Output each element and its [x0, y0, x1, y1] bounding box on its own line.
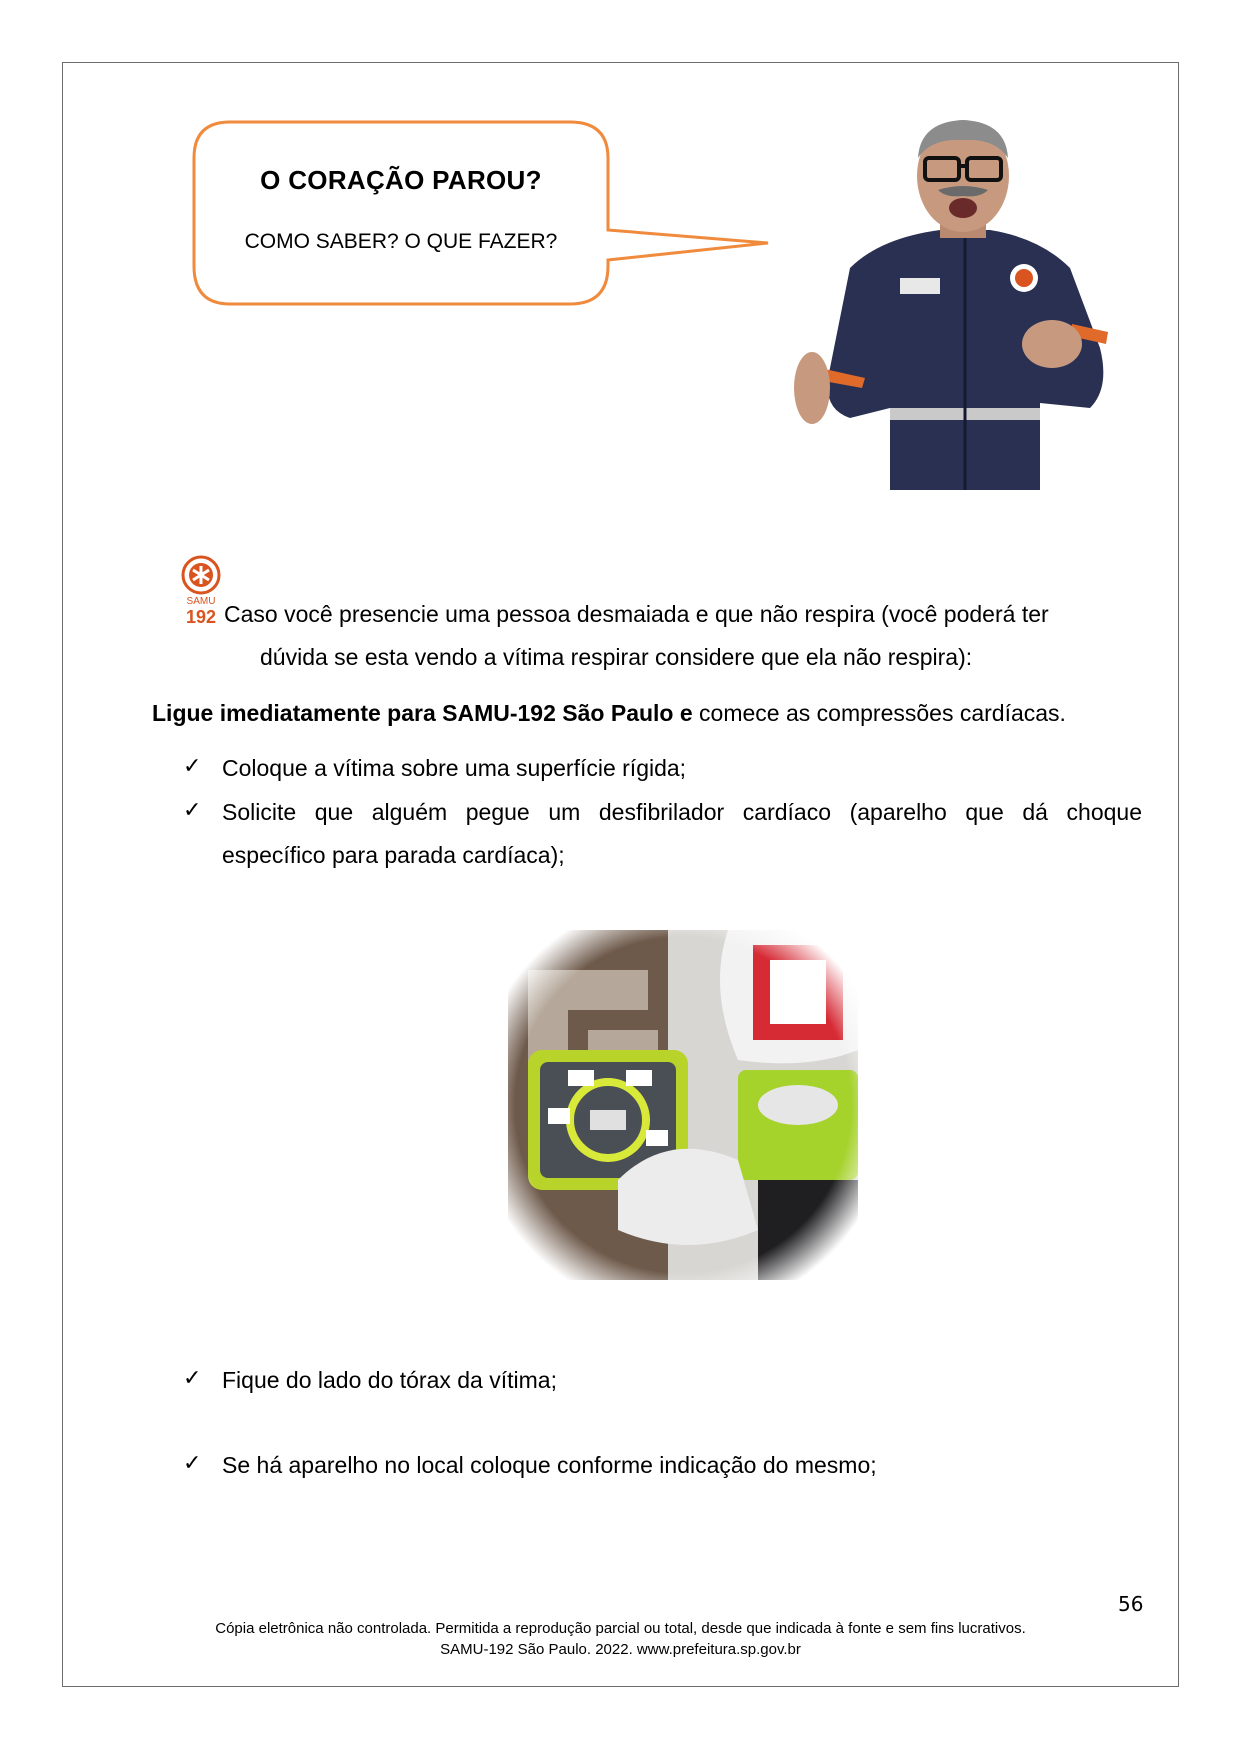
speech-bubble	[190, 118, 770, 318]
checklist-item-4: Se há aparelho no local coloque conforme indicação do mesmo;	[222, 1452, 877, 1478]
page-number: 56	[1118, 1592, 1144, 1616]
logo-number-text: 192	[185, 607, 217, 627]
checklist-item-2-line-1: Solicite que alguém pegue um desfibrilador cardíaco (aparelho que dá choque	[222, 799, 1142, 825]
checklist-item-3: Fique do lado do tórax da vítima;	[222, 1367, 557, 1393]
paramedic-illustration	[790, 118, 1130, 490]
check-icon: ✓	[183, 1366, 202, 1391]
footer-line-2: SAMU-192 São Paulo. 2022. www.prefeitura.sp.gov.br	[440, 1641, 801, 1658]
aed-defibrillator-photo	[508, 930, 858, 1280]
instruction-paragraph	[152, 698, 1142, 728]
instruction-rest: comece as compressões cardíacas.	[692, 700, 1066, 726]
intro-line-2: dúvida se esta vendo a vítima respirar considere que ela não respira):	[260, 644, 973, 670]
check-icon: ✓	[183, 754, 202, 779]
intro-line-1: Caso você presencie uma pessoa desmaiada e que não respira (você poderá ter	[224, 601, 1049, 627]
checklist-item-2-line-2: específico para parada cardíaca);	[222, 842, 565, 868]
samu-192-logo	[174, 555, 228, 627]
logo-top-text: SAMU	[186, 596, 216, 607]
footer-line-1: Cópia eletrônica não controlada. Permitida a reprodução parcial ou total, desde que indicada à fonte e sem fins lucrativos.	[215, 1620, 1026, 1637]
instruction-bold: Ligue imediatamente para SAMU-192 São Paulo e	[152, 700, 693, 726]
bubble-subtitle: COMO SABER? O QUE FAZER?	[244, 230, 558, 253]
bubble-title: O CORAÇÃO PAROU?	[260, 165, 542, 195]
check-icon: ✓	[183, 1451, 202, 1476]
checklist-item-1: Coloque a vítima sobre uma superfície rígida;	[222, 755, 687, 781]
check-icon: ✓	[183, 798, 202, 823]
